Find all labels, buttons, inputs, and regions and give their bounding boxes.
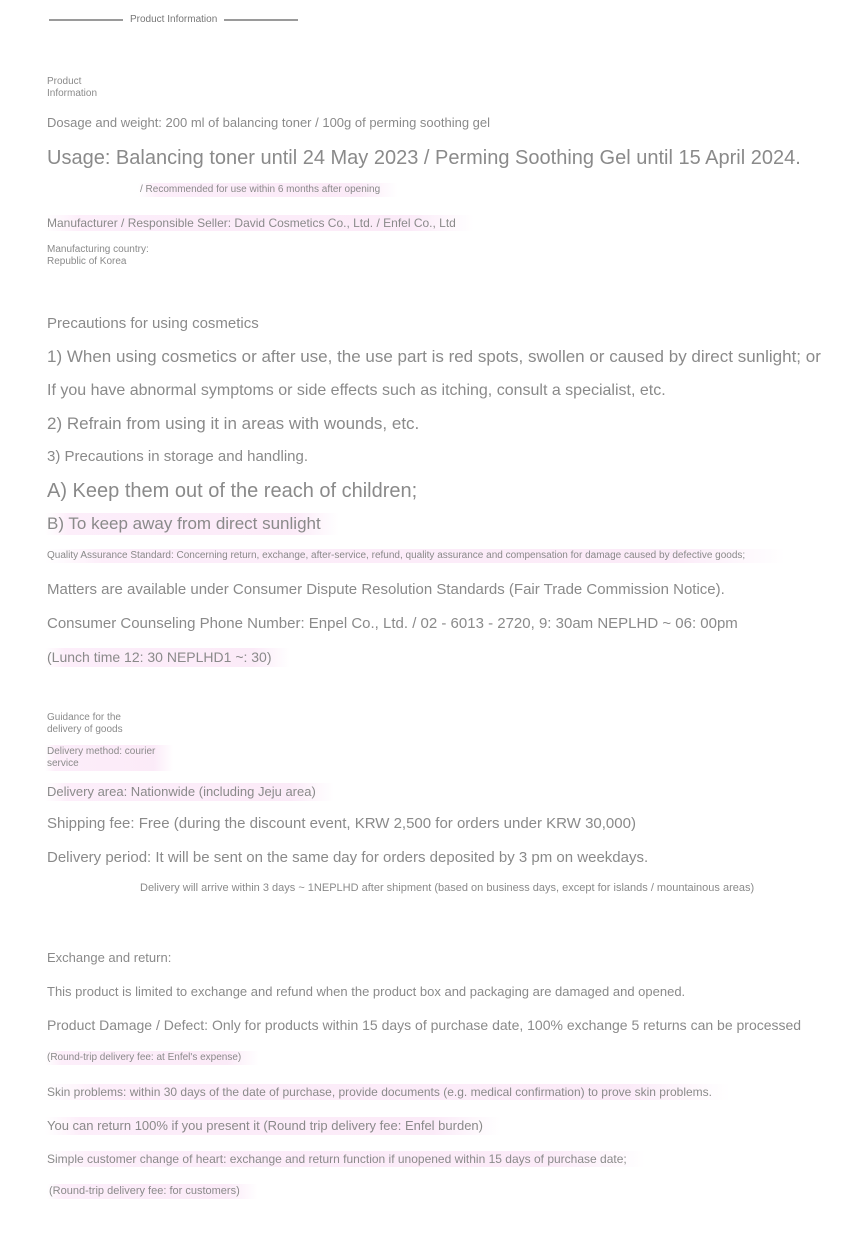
exchange-limited: This product is limited to exchange and refund when the product box and packaging are damaged and opened. [47,984,686,999]
exchange-damage-fee: (Round-trip delivery fee: at Enfel's expense) [45,1051,259,1065]
manufacturer-text: Manufacturer / Responsible Seller: David Cosmetics Co., Ltd. / Enfel Co., Ltd [45,215,474,231]
manufacturing-country: Manufacturing country: Republic of Korea [47,244,149,267]
phone-text: Consumer Counseling Phone Number: Enpel Co., Ltd. / 02 - 6013 - 2720, 9: 30am NEPLHD ~ 06: 00pm [47,615,738,632]
precautions-title: Precautions for using cosmetics [47,315,259,332]
header-dash-left [49,19,123,21]
lunch-text: (Lunch time 12: 30 NEPLHD1 ~: 30) [45,648,290,667]
exchange-skin-return: You can return 100% if you present it (Round trip delivery fee: Enfel burden) [45,1117,501,1135]
usage-text: Usage: Balancing toner until 24 May 2023 / Perming Soothing Gel until 15 April 2024. [47,147,801,169]
usage-note: / Recommended for use within 6 months after opening [138,183,398,197]
delivery-area: Delivery area: Nationwide (including Jeju area) [45,783,334,801]
precaution-line-a: A) Keep them out of the reach of children; [47,480,418,502]
delivery-guidance-label: Guidance for the delivery of goods [47,712,123,735]
exchange-simple: Simple customer change of heart: exchange and return function if unopened within 15 days of purchase date; [45,1151,645,1167]
dosage-text: Dosage and weight: 200 ml of balancing toner / 100g of perming soothing gel [47,115,491,130]
precaution-line-2: 2) Refrain from using it in areas with wounds, etc. [47,414,420,433]
precaution-line-1b: If you have abnormal symptoms or side effects such as itching, consult a specialist, etc. [47,382,666,399]
header-dash-right [224,19,298,21]
precaution-line-b: B) To keep away from direct sunlight [45,513,339,535]
exchange-skin: Skin problems: within 30 days of the date of purchase, provide documents (e.g. medical confirmation) to prove skin problems. [45,1084,730,1100]
precaution-line-3: 3) Precautions in storage and handling. [47,448,309,465]
delivery-period: Delivery period: It will be sent on the same day for orders deposited by 3 pm on weekdays. [47,849,649,866]
delivery-method: Delivery method: courier service [45,745,173,771]
delivery-arrival: Delivery will arrive within 3 days ~ 1NEPLHD after shipment (based on business days, except for islands / mountainous areas) [140,882,755,894]
quality-assurance-text: Quality Assurance Standard: Concerning return, exchange, after-service, refund, quality assurance and compensation for damage caused by defective goods; [45,549,785,563]
product-section-label: Product Information [47,76,98,99]
header-title: Product Information [130,14,218,25]
exchange-title: Exchange and return: [47,950,172,965]
matters-text: Matters are available under Consumer Dispute Resolution Standards (Fair Trade Commission Notice). [47,581,725,598]
precaution-line-1: 1) When using cosmetics or after use, the use part is red spots, swollen or caused by direct sunlight; or [47,347,821,366]
shipping-fee: Shipping fee: Free (during the discount event, KRW 2,500 for orders under KRW 30,000) [47,815,636,832]
exchange-damage: Product Damage / Defect: Only for products within 15 days of purchase date, 100% exchange 5 returns can be processed [47,1017,802,1033]
exchange-simple-fee: (Round-trip delivery fee: for customers) [47,1184,258,1199]
